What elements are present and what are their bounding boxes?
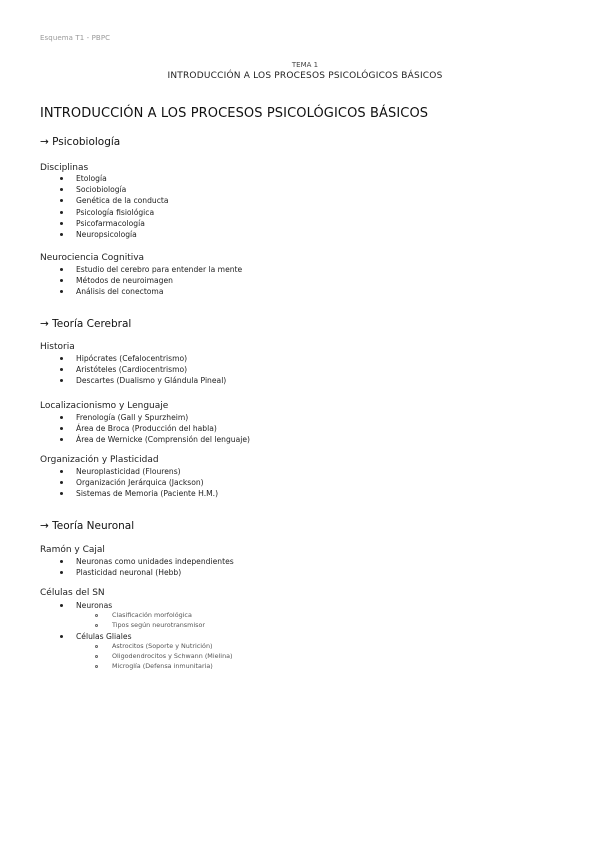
hollow-bullet-icon [95, 665, 98, 668]
list-item: Neuropsicología [40, 229, 169, 240]
sub-list-item: Oligodendrocitos y Schwann (Mielina) [76, 652, 233, 662]
group-title-organizacion: Organización y Plasticidad [40, 455, 159, 465]
bullet-icon [60, 571, 63, 574]
bullet-icon [60, 379, 63, 382]
list-item: Área de Broca (Producción del habla) [40, 423, 250, 434]
group-title-localizacionismo: Localizacionismo y Lenguaje [40, 401, 169, 411]
page-title: INTRODUCCIÓN A LOS PROCESOS PSICOLÓGICOS BÁSICOS [40, 106, 429, 121]
list-item: Neuronas Clasificación morfológica Tipos según neurotransmisor [40, 600, 233, 631]
list-item: Organización Jerárquica (Jackson) [40, 477, 218, 488]
group-title-neurociencia: Neurociencia Cognitiva [40, 253, 145, 263]
list-item: Frenología (Gall y Spurzheim) [40, 412, 250, 423]
bullet-icon [60, 357, 63, 360]
bullet-icon [60, 211, 63, 214]
list-item: Neuronas como unidades independientes [40, 556, 234, 567]
bullet-icon [60, 427, 63, 430]
section-heading-teoria-neuronal: → Teoría Neuronal [40, 520, 135, 532]
bullet-icon [60, 233, 63, 236]
list-item: Hipócrates (Cefalocentrismo) [40, 353, 226, 364]
topic-title: INTRODUCCIÓN A LOS PROCESOS PSICOLÓGICOS BÁSICOS [167, 71, 443, 81]
hollow-bullet-icon [95, 655, 98, 658]
ramon-y-cajal-list [40, 556, 234, 578]
celulas-sn-list [40, 600, 233, 671]
bullet-icon [60, 290, 63, 293]
bullet-icon [60, 177, 63, 180]
bullet-icon [60, 279, 63, 282]
bullet-icon [60, 199, 63, 202]
list-item: Métodos de neuroimagen [40, 275, 242, 286]
group-title-disciplinas: Disciplinas [40, 163, 89, 173]
section-heading-teoria-cerebral: → Teoría Cerebral [40, 318, 132, 330]
list-item: Neuroplasticidad (Flourens) [40, 466, 218, 477]
list-item: Estudio del cerebro para entender la mente [40, 264, 242, 275]
list-item: Genética de la conducta [40, 195, 169, 206]
bullet-icon [60, 470, 63, 473]
bullet-icon [60, 481, 63, 484]
topic-label: TEMA 1 [291, 61, 319, 69]
sub-list-item: Tipos según neurotransmisor [76, 621, 233, 631]
bullet-icon [60, 222, 63, 225]
celulas-gliales-sublist [76, 642, 233, 671]
bullet-icon [60, 635, 63, 638]
bullet-icon [60, 416, 63, 419]
section-heading-psicobiologia: → Psicobiología [40, 136, 121, 148]
sub-list-item: Microglía (Defensa inmunitaria) [76, 662, 233, 672]
neuronas-sublist [76, 611, 233, 631]
bullet-icon [60, 368, 63, 371]
list-item: Sistemas de Memoria (Paciente H.M.) [40, 488, 218, 499]
list-item: Células Gliales Astrocitos (Soporte y Nutrición) Oligodendrocitos y Schwann (Mielina) Microglía (Defensa inmunitaria) [40, 631, 233, 672]
bullet-icon [60, 604, 63, 607]
list-item: Aristóteles (Cardiocentrismo) [40, 364, 226, 375]
organizacion-list [40, 466, 218, 500]
list-item: Etología [40, 173, 169, 184]
group-title-ramon-y-cajal: Ramón y Cajal [40, 545, 105, 555]
localizacionismo-list [40, 412, 250, 446]
hollow-bullet-icon [95, 645, 98, 648]
hollow-bullet-icon [95, 614, 98, 617]
disciplinas-list [40, 173, 169, 240]
bullet-icon [60, 268, 63, 271]
group-title-historia: Historia [40, 342, 75, 352]
bullet-icon [60, 188, 63, 191]
list-item: Plasticidad neuronal (Hebb) [40, 567, 234, 578]
group-title-celulas-sn: Células del SN [40, 588, 105, 598]
list-item: Sociobiología [40, 184, 169, 195]
list-item: Psicología fisiológica [40, 207, 169, 218]
sub-list-item: Astrocitos (Soporte y Nutrición) [76, 642, 233, 652]
hollow-bullet-icon [95, 624, 98, 627]
bullet-icon [60, 560, 63, 563]
historia-list [40, 353, 226, 387]
bullet-icon [60, 438, 63, 441]
sub-list-item: Clasificación morfológica [76, 611, 233, 621]
neurociencia-list [40, 264, 242, 298]
topic-block [0, 61, 600, 82]
list-item: Descartes (Dualismo y Glándula Pineal) [40, 375, 226, 386]
list-item: Área de Wernicke (Comprensión del lenguaje) [40, 434, 250, 445]
bullet-icon [60, 492, 63, 495]
list-item: Análisis del conectoma [40, 286, 242, 297]
list-item: Psicofarmacología [40, 218, 169, 229]
running-header: Esquema T1 - PBPC [40, 34, 111, 42]
